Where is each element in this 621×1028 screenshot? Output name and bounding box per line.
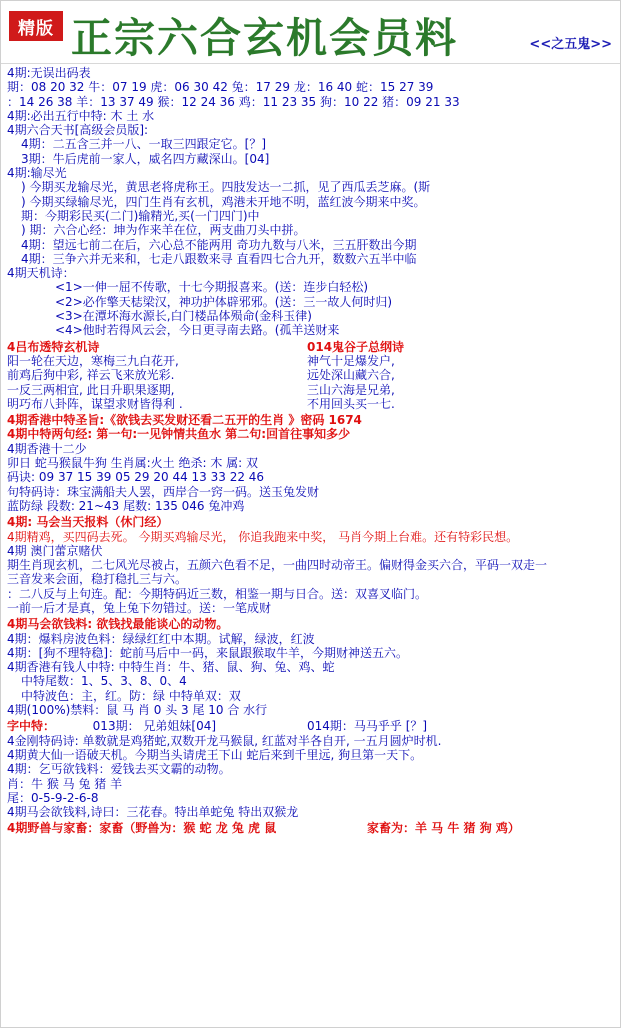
poem-row — [7, 383, 614, 397]
wucuo-row: 期：08 20 32 牛：07 19 虎：06 30 42 兔：17 29 龙：16 40 蛇：15 27 39 — [7, 80, 434, 95]
shujinguang-row: ) 今期买绿输尽光，四门生肖有玄机，鸡港未开地不明，蓝红波今期来中奖。 — [21, 194, 426, 209]
jingang-row: 尾：0-5-9-2-6-8 — [7, 790, 99, 805]
guiguzi-row: 三山六海是兄弟, — [307, 382, 395, 397]
aomen-row: ：二八反与上句连。配：今期特码近三数，相鉴一期与日合。送：双喜叉临门。 — [7, 586, 428, 601]
tianji-row: <1>一伸一屈不传歌，十七今期报喜来。(送：连步白轻松) — [55, 280, 369, 295]
maqu-row: 4期：爆料房波色料：绿绿红红中本期。试解，绿波，红波 — [7, 631, 315, 646]
hk12-row: 蓝防绿 段数: 21~43 尾数: 135 046 兔冲鸡 — [7, 498, 245, 513]
tianji-row: <3>在潭坏海水源长,白门楼品体殒命(金科玉律) — [55, 309, 312, 324]
liuhe-row: 3期：牛后虎前一家人，威名四方藏深山。[04] — [21, 151, 270, 166]
teqi-block — [7, 821, 614, 835]
mahui-row: 4期精鸡，买四码去死。 今期买鸡输尽光， 你追我跑来中奖， 马肖今期上台难。还有特彩民想。 — [7, 529, 519, 544]
hk12-row: 句特码诗：珠宝满船夫人罢，西岸合一窍一码。送玉兔发财 — [7, 484, 320, 499]
zizhong-title: 字中特： — [7, 719, 56, 734]
tianji-title: 4期天机诗： — [7, 266, 75, 281]
hk12-row: 码诀: 09 37 15 39 05 29 20 44 13 33 22 46 — [7, 470, 265, 485]
jingang-row: 4期黄大仙一语破天机。今期当头请虎王下山 蛇后来到千里远, 狗旦第一天下。 — [7, 747, 423, 762]
poem-row — [7, 368, 614, 382]
jingang-row: 4金刚特码诗: 单数就是鸡猪蛇,双数开龙马猴鼠, 红蓝对半各自开, 一五月圆炉时机. — [7, 733, 442, 748]
lubu-row: 一反三两相宜, 此日升职果逐期, — [7, 382, 175, 397]
page-content — [1, 64, 620, 836]
guiguzi-row: 神气十足爆发户, — [307, 353, 395, 368]
maqu-row: 4期：[狗不理特稳]：蛇前马后中一码，来鼠跟猴取牛羊，今期财神送五六。 — [7, 645, 409, 660]
hkyouren-row: 中特尾数：1、5、3、8、0、4 — [21, 674, 187, 689]
poem-row — [7, 397, 614, 411]
liuhe-title: 4期六合天书[高级会员版]: — [7, 123, 149, 138]
mahui-title: 4期: 马会当天报料（休门经） — [7, 515, 169, 530]
aomen-row: 三音发来会面，稳打稳扎三与六。 — [7, 572, 188, 587]
aomen-title: 4期 澳门蕾京赌伏 — [7, 543, 103, 558]
shujinguang-row: ) 期：六合心经：坤为作来羊在位，两支曲刀头中拼。 — [21, 223, 306, 238]
tianji-row: <2>必作擎天梽梁汉，神功护体辟邪邪。(送：三一故人何时归) — [55, 294, 393, 309]
wucuo-title: 4期:无误出码表 — [7, 66, 91, 80]
lubu-title: 4吕布透特玄机诗 — [7, 339, 100, 354]
liangju-title: 4期中特两句经: 第一句:一见钟情共鱼水 第二句:回首往事知多少 — [7, 427, 351, 442]
page-subtitle: <<之五鬼>> — [529, 37, 612, 52]
shujinguang-row: 4期：三争六并无来和，七走八跟数来寻 直看四七合九开，数数六五半中临 — [21, 251, 417, 266]
aomen-row: 一前一后才是真，兔上兔下勿错过。送：一笔成财 — [7, 600, 272, 615]
shujinguang-row: ) 今期买龙输尽光，黄思老将虎称王。四肢发达一二抓，见了西瓜丢芝麻。(斯 — [21, 180, 431, 195]
lubu-row: 阳一轮在天边，寒梅三九白花开, — [7, 353, 179, 368]
jingang-row: 肖：牛 猴 马 兔 猪 羊 — [7, 776, 123, 791]
lubu-row: 明巧布八卦阵，谋望求财皆得利 . — [7, 396, 183, 411]
hkyouren-row: 4期(100%)禁料：鼠 马 肖 0 头 3 尾 10 合 水行 — [7, 703, 268, 718]
lubu-row: 前鸡后狗中彩, 祥云飞来放光彩. — [7, 368, 175, 383]
shujinguang-row: 期：今期彩民买(二门)输精光,买(一门四门)中 — [21, 208, 260, 223]
jingang-row: 4期：乞丐欲钱料：爱钱去买文霸的动物。 — [7, 762, 231, 777]
edition-badge: 精版 — [9, 11, 63, 41]
jingang-row: 4期马会欲钱料,诗曰：三花春。特出单蛇兔 特出双猴龙 — [7, 805, 299, 820]
maqu-title: 4期马会欲钱料: 欲钱找最能谈心的动物。 — [7, 617, 229, 632]
liuhe-row: 4期：二五含三并一八、一取三四跟定它。[？] — [21, 137, 266, 152]
poem-columns — [7, 340, 614, 354]
guiguzi-title: 014鬼谷子总纲诗 — [307, 339, 405, 354]
teqi-red: 家畜为：羊 马 牛 猪 狗 鸡） — [367, 821, 520, 836]
wucuo-row: ：14 26 38 羊：13 37 49 猴：12 24 36 鸡：11 23 35 狗：10 22 猪：09 21 33 — [7, 94, 460, 109]
shujinguang-title: 4期:输尽光 — [7, 166, 67, 181]
page-header — [1, 1, 620, 64]
wuxing-line: 4期:必出五行中特: 木 土 水 — [7, 108, 155, 123]
guiguzi-row: 不用回头买一七. — [307, 396, 395, 411]
zizhong-col: 013期： 兄弟姐妹[04] — [92, 719, 217, 734]
hk12-row: 卯日 蛇马猴鼠牛狗 生肖属:火土 绝杀: 木 属: 双 — [7, 456, 259, 471]
tianji-row: <4>他时若得风云会，今日更寻南去路。(孤羊送财来 — [55, 323, 340, 338]
guiguzi-row: 远处深山藏六合, — [307, 368, 395, 383]
zizhong-col: 014期：马马乎乎 [？] — [307, 719, 428, 734]
page-title: 正宗六合玄机会员料 — [71, 14, 458, 62]
teqi-title: 4期野兽与家畜：家畜（野兽为：猴 蛇 龙 兔 虎 鼠 — [7, 821, 277, 836]
aomen-row: 期生肖现玄机，二七风光尽被占，五颜六色看不足，一曲四时动帝王。偏财得金买六合，平码一双走一 — [7, 558, 548, 573]
hkyouren-row: 中特波色：主，红。防：绿 中特单双：双 — [21, 688, 241, 703]
poem-row — [7, 354, 614, 368]
hk-shengjing: 4期香港中特圣旨:《欲钱去买发财还看二五开的生肖 》密码 1674 — [7, 413, 362, 428]
hk12-title: 4期香港十二少 — [7, 441, 87, 456]
shujinguang-row: 4期：望远七前二在后，六心总不能两用 奇功九数与八米，三五肝数出今期 — [21, 237, 417, 252]
hkyouren-title: 4期香港有钱人中特: 中特生肖：牛、猪、鼠、狗、兔、鸡、蛇 — [7, 660, 335, 675]
zizhong-block — [7, 719, 614, 733]
